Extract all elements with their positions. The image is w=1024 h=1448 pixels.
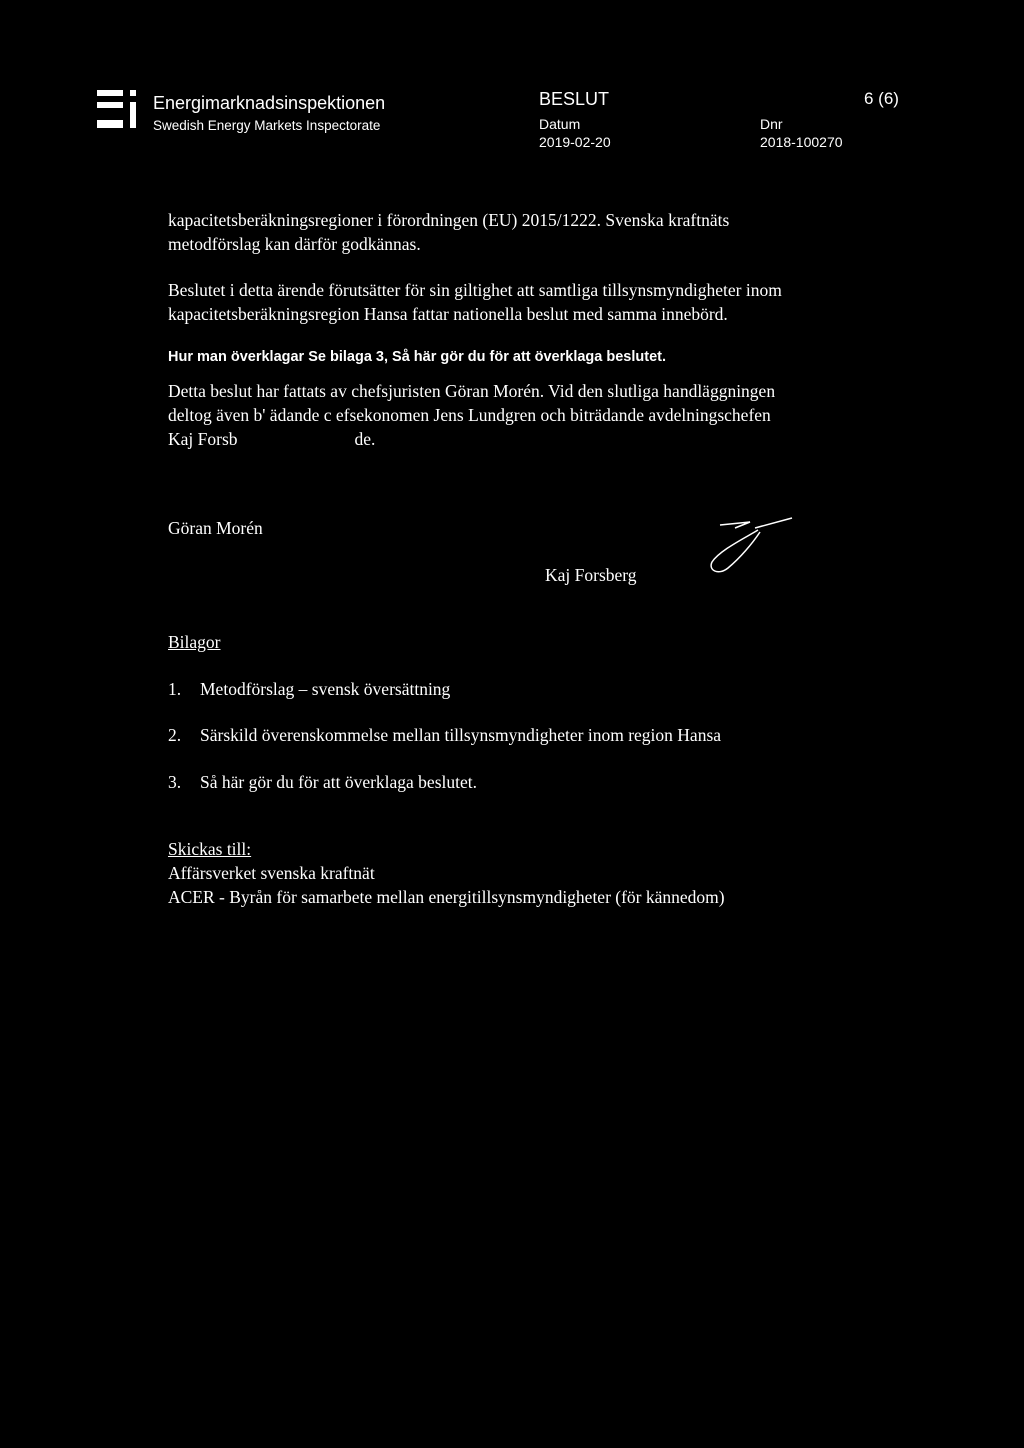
page-number: 6 (6) (864, 89, 899, 108)
paragraph-fragment: de. (354, 429, 376, 449)
handwritten-signature-icon (700, 510, 800, 590)
signer-name-2: Kaj Forsberg (545, 565, 637, 585)
attachments-heading: Bilagor (168, 632, 221, 652)
dnr-label: Dnr (760, 116, 783, 132)
date-label: Datum (539, 116, 581, 132)
attachment-item (168, 723, 721, 747)
attachment-number: 3. (168, 772, 182, 792)
attachment-item (168, 770, 477, 794)
paragraph-line: metodförslag kan därför godkännas. (168, 234, 421, 254)
paragraph-line: deltog även b' ädande c efsekonomen Jens Lundgren och biträdande avdelningschefen (168, 405, 771, 425)
organization-name: Energimarknadsinspektionen (153, 93, 386, 113)
paragraph-line: kapacitetsberäkningsregioner i förordningen (EU) 2015/1222. Svenska kraftnäts (168, 210, 730, 230)
paragraph-line: kapacitetsberäkningsregion Hansa fattar nationella beslut med samma innebörd. (168, 304, 728, 324)
recipient: Affärsverket svenska kraftnät (168, 863, 375, 883)
attachment-number: 2. (168, 725, 182, 745)
attachment-title: Metodförslag – svensk översättning (200, 679, 451, 699)
appeal-instruction: Hur man överklagar Se bilaga 3, Så här gör du för att överklaga beslutet. (168, 349, 666, 365)
paragraph-line: Detta beslut har fattats av chefsjuristen Göran Morén. Vid den slutliga handläggningen (168, 381, 776, 401)
attachment-title: Särskild överenskommelse mellan tillsynsmyndigheter inom region Hansa (200, 725, 722, 745)
paragraph-validity (168, 278, 868, 326)
document-type: BESLUT (539, 89, 610, 109)
attachment-title: Så här gör du för att överklaga beslutet. (200, 772, 477, 792)
paragraph-fragment: Kaj Forsb (168, 429, 238, 449)
paragraph-line: Beslutet i detta ärende förutsätter för sin giltighet att samtliga tillsynsmyndigheter inom (168, 280, 782, 300)
organization-name-english: Swedish Energy Markets Inspectorate (153, 118, 381, 133)
distribution-heading: Skickas till: (168, 839, 252, 859)
dnr-value: 2018-100270 (760, 134, 843, 150)
attachment-number: 1. (168, 679, 182, 699)
attachment-item (168, 677, 450, 701)
paragraph-decision-makers (168, 379, 868, 451)
paragraph-conclusion (168, 208, 868, 256)
date-value: 2019-02-20 (539, 134, 611, 150)
ei-logo-icon (97, 90, 139, 132)
signer-name-1: Göran Morén (168, 518, 263, 538)
paragraph-line (168, 427, 868, 451)
recipient: ACER - Byrån för samarbete mellan energitillsynsmyndigheter (för kännedom) (168, 887, 725, 907)
